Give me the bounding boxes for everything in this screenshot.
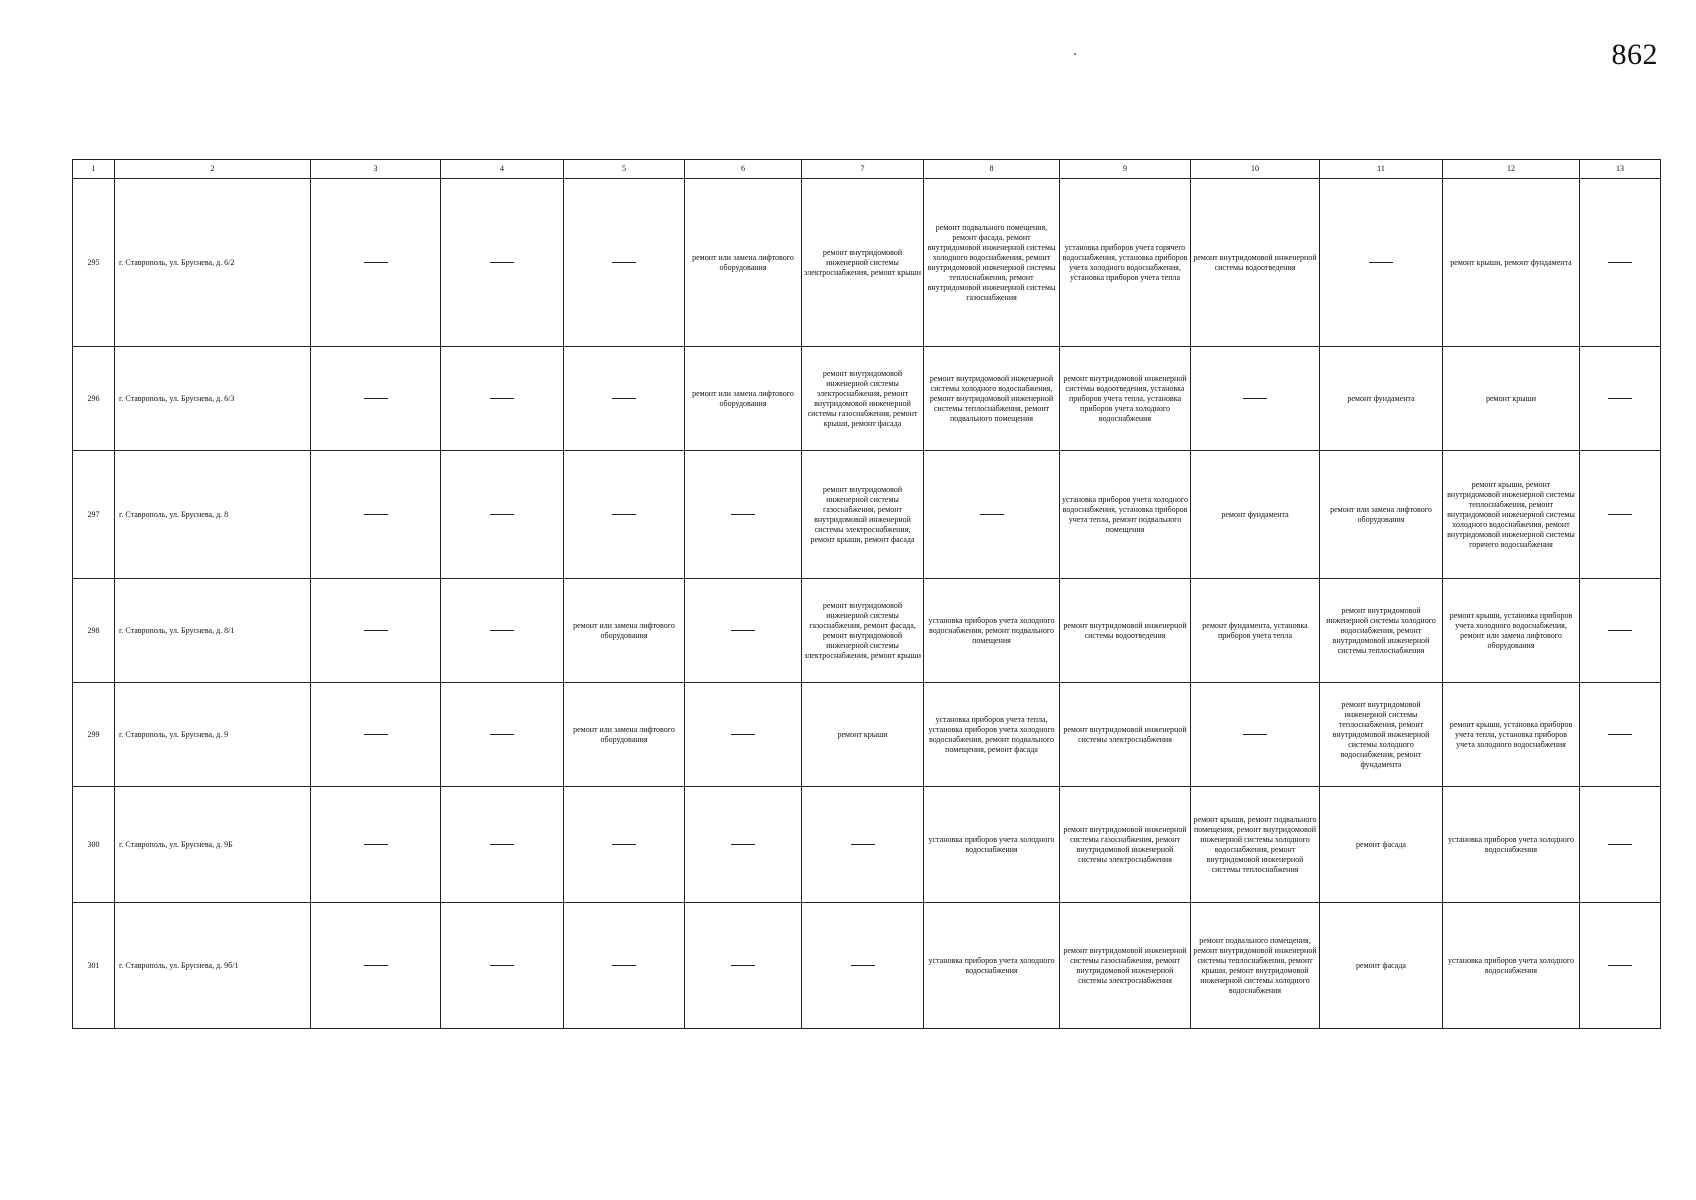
table-row: [73, 579, 1661, 683]
empty-dash: [731, 630, 755, 631]
cell-col8: установка приборов учета холодного водоснабжения, ремонт подвального помещения: [924, 579, 1060, 683]
empty-dash: [851, 844, 875, 845]
page-number: 862: [1611, 38, 1658, 71]
column-number: 12: [1443, 160, 1580, 179]
cell-col5: [564, 903, 685, 1029]
empty-dash: [364, 630, 388, 631]
row-number: 297: [73, 451, 115, 579]
address-cell: г. Ставрополь, ул. Бруснева, д. 9Б: [115, 787, 311, 903]
empty-dash: [490, 630, 514, 631]
cell-col13: [1580, 451, 1661, 579]
cell-col11: ремонт внутридомовой инженерной системы теплоснабжения, ремонт внутридомовой инженерной системы холодного водоснабжения, ремонт фундамента: [1320, 683, 1443, 787]
column-number: 3: [311, 160, 441, 179]
cell-col8: [924, 451, 1060, 579]
cell-col12: установка приборов учета холодного водоснабжения: [1443, 903, 1580, 1029]
cell-col9: ремонт внутридомовой инженерной системы водоотведения: [1060, 579, 1191, 683]
cell-col9: ремонт внутридомовой инженерной системы газоснабжения, ремонт внутридомовой инженерной системы электроснабжения: [1060, 787, 1191, 903]
cell-col12: ремонт крыши, установка приборов учета холодного водоснабжения, ремонт или замена лифтового оборудования: [1443, 579, 1580, 683]
cell-col10: ремонт крыши, ремонт подвального помещения, ремонт внутридомовой инженерной системы холодного водоснабжения, ремонт внутридомовой инженерной системы теплоснабжения: [1191, 787, 1320, 903]
empty-dash: [364, 262, 388, 263]
cell-col6: [685, 903, 802, 1029]
empty-dash: [1608, 844, 1632, 845]
empty-dash: [731, 844, 755, 845]
column-number: 11: [1320, 160, 1443, 179]
cell-col4: [441, 179, 564, 347]
address-cell: г. Ставрополь, ул. Бруснева, д. 8/1: [115, 579, 311, 683]
cell-col10: ремонт фундамента: [1191, 451, 1320, 579]
cell-col12: установка приборов учета холодного водоснабжения: [1443, 787, 1580, 903]
table-row: [73, 347, 1661, 451]
empty-dash: [612, 514, 636, 515]
cell-col11: ремонт фундамента: [1320, 347, 1443, 451]
empty-dash: [612, 262, 636, 263]
cell-col11: ремонт или замена лифтового оборудования: [1320, 451, 1443, 579]
cell-col5: [564, 179, 685, 347]
cell-col4: [441, 903, 564, 1029]
cell-col7: ремонт внутридомовой инженерной системы электроснабжения, ремонт крыши: [802, 179, 924, 347]
cell-col5: [564, 451, 685, 579]
empty-dash: [1608, 734, 1632, 735]
cell-col5: ремонт или замена лифтового оборудования: [564, 579, 685, 683]
cell-col13: [1580, 787, 1661, 903]
column-number: 9: [1060, 160, 1191, 179]
cell-col10: [1191, 683, 1320, 787]
table-row: [73, 683, 1661, 787]
address-cell: г. Ставрополь, ул. Бруснева, д. 9б/1: [115, 903, 311, 1029]
cell-col9: ремонт внутридомовой инженерной системы электроснабжения: [1060, 683, 1191, 787]
cell-col10: [1191, 347, 1320, 451]
column-number: 7: [802, 160, 924, 179]
cell-col3: [311, 579, 441, 683]
cell-col5: [564, 347, 685, 451]
empty-dash: [490, 262, 514, 263]
empty-dash: [490, 398, 514, 399]
cell-col13: [1580, 579, 1661, 683]
cell-col12: ремонт крыши, ремонт внутридомовой инженерной системы теплоснабжения, ремонт внутридомовой инженерной системы холодного водоснабжения, ремонт внутридомовой инженерной системы горячего водоснабжения: [1443, 451, 1580, 579]
cell-col9: установка приборов учета холодного водоснабжения, установка приборов учета тепла, ремонт подвального помещения: [1060, 451, 1191, 579]
cell-col3: [311, 347, 441, 451]
empty-dash: [1608, 514, 1632, 515]
empty-dash: [490, 844, 514, 845]
row-number: 300: [73, 787, 115, 903]
empty-dash: [1608, 398, 1632, 399]
row-number: 299: [73, 683, 115, 787]
cell-col11: ремонт фасада: [1320, 903, 1443, 1029]
cell-col3: [311, 451, 441, 579]
repair-schedule-table: [72, 159, 1661, 1029]
table-row: [73, 179, 1661, 347]
cell-col4: [441, 787, 564, 903]
row-number: 295: [73, 179, 115, 347]
cell-col6: [685, 787, 802, 903]
empty-dash: [364, 734, 388, 735]
column-number: 5: [564, 160, 685, 179]
empty-dash: [612, 844, 636, 845]
cell-col8: установка приборов учета тепла, установка приборов учета холодного водоснабжения, ремонт подвального помещения, ремонт фасада: [924, 683, 1060, 787]
empty-dash: [1243, 398, 1267, 399]
cell-col12: ремонт крыши, ремонт фундамента: [1443, 179, 1580, 347]
column-number: 1: [73, 160, 115, 179]
empty-dash: [490, 734, 514, 735]
cell-col13: [1580, 347, 1661, 451]
cell-col7: ремонт крыши: [802, 683, 924, 787]
cell-col8: установка приборов учета холодного водоснабжения: [924, 903, 1060, 1029]
empty-dash: [851, 965, 875, 966]
empty-dash: [1608, 965, 1632, 966]
empty-dash: [1369, 262, 1393, 263]
cell-col7: ремонт внутридомовой инженерной системы газоснабжения, ремонт внутридомовой инженерной системы электроснабжения, ремонт крыши, ремонт фасада: [802, 451, 924, 579]
empty-dash: [364, 844, 388, 845]
cell-col13: [1580, 903, 1661, 1029]
cell-col7: ремонт внутридомовой инженерной системы газоснабжения, ремонт фасада, ремонт внутридомовой инженерной системы электроснабжения, ремонт крыши: [802, 579, 924, 683]
cell-col4: [441, 683, 564, 787]
address-cell: г. Ставрополь, ул. Бруснева, д. 6/2: [115, 179, 311, 347]
cell-col6: ремонт или замена лифтового оборудования: [685, 347, 802, 451]
scan-speck: [1074, 53, 1076, 55]
address-cell: г. Ставрополь, ул. Бруснева, д. 8: [115, 451, 311, 579]
cell-col12: ремонт крыши, установка приборов учета тепла, установка приборов учета холодного водоснабжения: [1443, 683, 1580, 787]
cell-col5: [564, 787, 685, 903]
empty-dash: [731, 965, 755, 966]
cell-col13: [1580, 683, 1661, 787]
row-number: 296: [73, 347, 115, 451]
empty-dash: [364, 965, 388, 966]
cell-col4: [441, 451, 564, 579]
cell-col6: [685, 451, 802, 579]
empty-dash: [364, 514, 388, 515]
cell-col3: [311, 903, 441, 1029]
empty-dash: [1608, 262, 1632, 263]
empty-dash: [612, 398, 636, 399]
cell-col3: [311, 787, 441, 903]
cell-col4: [441, 347, 564, 451]
cell-col13: [1580, 179, 1661, 347]
column-number: 8: [924, 160, 1060, 179]
empty-dash: [731, 514, 755, 515]
cell-col8: установка приборов учета холодного водоснабжения: [924, 787, 1060, 903]
cell-col11: ремонт фасада: [1320, 787, 1443, 903]
cell-col9: ремонт внутридомовой инженерной системы водоотведения, установка приборов учета тепла, установка приборов учета холодного водоснабжения: [1060, 347, 1191, 451]
empty-dash: [364, 398, 388, 399]
cell-col10: ремонт внутридомовой инженерной системы водоотведения: [1191, 179, 1320, 347]
empty-dash: [490, 965, 514, 966]
column-number: 6: [685, 160, 802, 179]
column-number: 13: [1580, 160, 1661, 179]
table-row: [73, 787, 1661, 903]
column-number: 4: [441, 160, 564, 179]
address-cell: г. Ставрополь, ул. Бруснева, д. 9: [115, 683, 311, 787]
row-number: 298: [73, 579, 115, 683]
cell-col6: [685, 579, 802, 683]
cell-col10: ремонт подвального помещения, ремонт внутридомовой инженерной системы теплоснабжения, ремонт крыши, ремонт внутридомовой инженерной системы холодного водоснабжения: [1191, 903, 1320, 1029]
empty-dash: [1243, 734, 1267, 735]
cell-col5: ремонт или замена лифтового оборудования: [564, 683, 685, 787]
cell-col7: [802, 787, 924, 903]
cell-col7: [802, 903, 924, 1029]
empty-dash: [980, 514, 1004, 515]
cell-col4: [441, 579, 564, 683]
address-cell: г. Ставрополь, ул. Бруснева, д. 6/3: [115, 347, 311, 451]
cell-col8: ремонт внутридомовой инженерной системы холодного водоснабжения, ремонт внутридомовой инженерной системы теплоснабжения, ремонт подвального помещения: [924, 347, 1060, 451]
cell-col9: ремонт внутридомовой инженерной системы газоснабжения, ремонт внутридомовой инженерной системы электроснабжения: [1060, 903, 1191, 1029]
cell-col8: ремонт подвального помещения, ремонт фасада, ремонт внутридомовой инженерной системы холодного водоснабжения, ремонт внутридомовой инженерной системы теплоснабжения, ремонт внутридомовой инженерной системы газоснабжения: [924, 179, 1060, 347]
cell-col3: [311, 683, 441, 787]
cell-col7: ремонт внутридомовой инженерной системы электроснабжения, ремонт внутридомовой инженерной системы газоснабжения, ремонт крыши, ремонт фасада: [802, 347, 924, 451]
cell-col11: ремонт внутридомовой инженерной системы холодного водоснабжения, ремонт внутридомовой инженерной системы теплоснабжения: [1320, 579, 1443, 683]
cell-col6: [685, 683, 802, 787]
column-number: 2: [115, 160, 311, 179]
empty-dash: [612, 965, 636, 966]
table-row: [73, 903, 1661, 1029]
empty-dash: [731, 734, 755, 735]
cell-col12: ремонт крыши: [1443, 347, 1580, 451]
column-number-row: [73, 160, 1661, 179]
cell-col3: [311, 179, 441, 347]
row-number: 301: [73, 903, 115, 1029]
empty-dash: [490, 514, 514, 515]
cell-col11: [1320, 179, 1443, 347]
cell-col10: ремонт фундамента, установка приборов учета тепла: [1191, 579, 1320, 683]
empty-dash: [1608, 630, 1632, 631]
cell-col9: установка приборов учета горячего водоснабжения, установка приборов учета холодного водоснабжения, установка приборов учета тепла: [1060, 179, 1191, 347]
table-row: [73, 451, 1661, 579]
cell-col6: ремонт или замена лифтового оборудования: [685, 179, 802, 347]
column-number: 10: [1191, 160, 1320, 179]
